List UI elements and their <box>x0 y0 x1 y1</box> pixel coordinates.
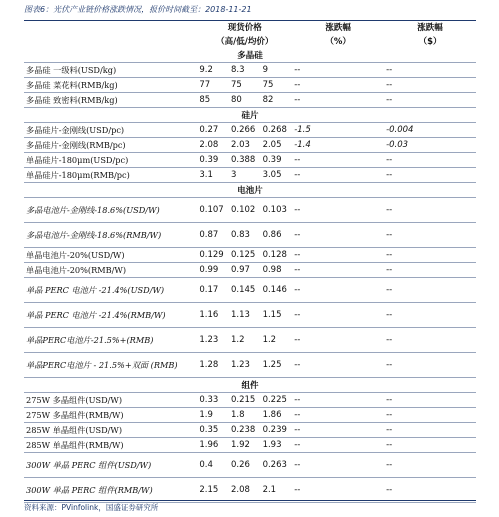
section-title: 硅片 <box>24 108 476 123</box>
price-avg-cell: 2.1 <box>261 478 293 503</box>
price-high-cell: 0.107 <box>197 198 229 223</box>
price-avg-cell: 0.225 <box>261 393 293 408</box>
price-avg-cell: 0.98 <box>261 263 293 278</box>
product-name-cell: 多晶硅片-金刚线(RMB/pc) <box>24 138 197 153</box>
price-high-cell: 1.23 <box>197 328 229 353</box>
table-row <box>24 278 476 303</box>
change-pct-cell: -- <box>292 248 384 263</box>
price-high-cell: 0.87 <box>197 223 229 248</box>
header-chg-pct: 涨跌幅 <box>325 23 351 33</box>
product-name-cell: 多晶硅 菜花料(RMB/kg) <box>24 78 197 93</box>
price-avg-cell: 2.05 <box>261 138 293 153</box>
change-pct-cell: -- <box>292 408 384 423</box>
header-sub-blank <box>24 34 197 48</box>
price-avg-cell: 82 <box>261 93 293 108</box>
price-avg-cell: 1.86 <box>261 408 293 423</box>
product-name-cell: 单晶PERC电池片-21.5%+(RMB) <box>24 328 197 353</box>
change-usd-cell: -- <box>384 153 476 168</box>
change-usd-cell: -- <box>384 328 476 353</box>
price-low-cell: 1.13 <box>229 303 261 328</box>
price-avg-cell: 0.146 <box>261 278 293 303</box>
product-name-cell: 单晶 PERC 电池片 -21.4%(RMB/W) <box>24 303 197 328</box>
price-low-cell: 1.23 <box>229 353 261 378</box>
price-table <box>24 20 476 503</box>
price-high-cell: 1.16 <box>197 303 229 328</box>
header-sub-row <box>24 34 476 48</box>
product-name-cell: 单晶电池片-20%(RMB/W) <box>24 263 197 278</box>
product-name-cell: 275W 多晶组件(RMB/W) <box>24 408 197 423</box>
price-avg-cell: 0.103 <box>261 198 293 223</box>
product-name-cell: 多晶硅片-金刚线(USD/pc) <box>24 123 197 138</box>
header-chg-usd-unit: （$） <box>418 37 442 47</box>
price-avg-cell: 0.86 <box>261 223 293 248</box>
price-low-cell: 0.102 <box>229 198 261 223</box>
price-high-cell: 0.4 <box>197 453 229 478</box>
price-avg-cell: 0.239 <box>261 423 293 438</box>
price-low-cell: 0.145 <box>229 278 261 303</box>
header-chg-usd: 涨跌幅 <box>417 23 443 33</box>
price-high-cell: 0.99 <box>197 263 229 278</box>
change-usd-cell: -- <box>384 438 476 453</box>
change-usd-cell: -- <box>384 278 476 303</box>
price-low-cell: 8.3 <box>229 63 261 78</box>
price-high-cell: 0.35 <box>197 423 229 438</box>
change-pct-cell: -1.4 <box>292 138 384 153</box>
change-usd-cell: -0.03 <box>384 138 476 153</box>
table-row <box>24 78 476 93</box>
product-name-cell: 单晶硅片-180μm(RMB/pc) <box>24 168 197 183</box>
section-header-row <box>24 378 476 393</box>
change-usd-cell: -- <box>384 248 476 263</box>
change-pct-cell: -- <box>292 223 384 248</box>
price-high-cell: 0.27 <box>197 123 229 138</box>
price-low-cell: 0.266 <box>229 123 261 138</box>
price-low-cell: 1.2 <box>229 328 261 353</box>
change-pct-cell: -- <box>292 168 384 183</box>
table-row <box>24 353 476 378</box>
change-pct-cell: -- <box>292 453 384 478</box>
product-name-cell: 300W 单晶 PERC 组件(USD/W) <box>24 453 197 478</box>
table-row <box>24 223 476 248</box>
price-high-cell: 0.129 <box>197 248 229 263</box>
change-usd-cell: -- <box>384 93 476 108</box>
price-low-cell: 75 <box>229 78 261 93</box>
change-usd-cell: -- <box>384 423 476 438</box>
change-usd-cell: -0.004 <box>384 123 476 138</box>
change-usd-cell: -- <box>384 408 476 423</box>
section-header-row <box>24 183 476 198</box>
product-name-cell: 285W 单晶组件(USD/W) <box>24 423 197 438</box>
table-row <box>24 263 476 278</box>
change-pct-cell: -- <box>292 303 384 328</box>
price-low-cell: 2.03 <box>229 138 261 153</box>
change-pct-cell: -- <box>292 328 384 353</box>
table-row <box>24 393 476 408</box>
section-header-row <box>24 108 476 123</box>
change-pct-cell: -1.5 <box>292 123 384 138</box>
change-usd-cell: -- <box>384 303 476 328</box>
change-pct-cell: -- <box>292 393 384 408</box>
price-avg-cell: 0.263 <box>261 453 293 478</box>
change-pct-cell: -- <box>292 263 384 278</box>
change-pct-cell: -- <box>292 93 384 108</box>
table-row <box>24 423 476 438</box>
price-avg-cell: 9 <box>261 63 293 78</box>
source-note: 资料来源：PVinfolink，国盛证券研究所 <box>24 503 159 512</box>
product-name-cell: 多晶电池片-金刚线-18.6%(RMB/W) <box>24 223 197 248</box>
product-name-cell: 单晶电池片-20%(USD/W) <box>24 248 197 263</box>
header-price: 现货价格 <box>227 23 262 33</box>
price-high-cell: 0.33 <box>197 393 229 408</box>
price-high-cell: 3.1 <box>197 168 229 183</box>
section-title: 多晶硅 <box>24 48 476 63</box>
table-row <box>24 438 476 453</box>
table-row <box>24 328 476 353</box>
price-avg-cell: 0.268 <box>261 123 293 138</box>
price-low-cell: 0.26 <box>229 453 261 478</box>
section-header-row <box>24 48 476 63</box>
price-high-cell: 77 <box>197 78 229 93</box>
table-row <box>24 303 476 328</box>
table-row <box>24 138 476 153</box>
change-pct-cell: -- <box>292 478 384 503</box>
header-price-sub: （高/低/均价） <box>216 37 274 47</box>
table-bottom-rule <box>24 500 476 501</box>
price-low-cell: 0.215 <box>229 393 261 408</box>
table-row <box>24 478 476 503</box>
price-avg-cell: 1.15 <box>261 303 293 328</box>
table-row <box>24 123 476 138</box>
product-name-cell: 275W 多晶组件(USD/W) <box>24 393 197 408</box>
change-usd-cell: -- <box>384 393 476 408</box>
price-low-cell: 0.238 <box>229 423 261 438</box>
price-low-cell: 3 <box>229 168 261 183</box>
header-row <box>24 20 476 34</box>
price-high-cell: 1.9 <box>197 408 229 423</box>
price-low-cell: 0.125 <box>229 248 261 263</box>
figure-caption: 图表6：光伏产业链价格涨跌情况，报价时间截至：2018-11-21 <box>24 5 252 14</box>
price-avg-cell: 0.128 <box>261 248 293 263</box>
product-name-cell: 单晶PERC电池片 - 21.5%+双面 (RMB) <box>24 353 197 378</box>
product-name-cell: 单晶 PERC 电池片 -21.4%(USD/W) <box>24 278 197 303</box>
price-avg-cell: 3.05 <box>261 168 293 183</box>
price-low-cell: 0.388 <box>229 153 261 168</box>
price-low-cell: 2.08 <box>229 478 261 503</box>
header-chg-pct-unit: （%） <box>325 37 351 47</box>
change-usd-cell: -- <box>384 63 476 78</box>
change-usd-cell: -- <box>384 223 476 248</box>
table-row <box>24 153 476 168</box>
change-pct-cell: -- <box>292 153 384 168</box>
price-high-cell: 1.96 <box>197 438 229 453</box>
price-avg-cell: 1.2 <box>261 328 293 353</box>
change-usd-cell: -- <box>384 353 476 378</box>
product-name-cell: 单晶硅片-180μm(USD/pc) <box>24 153 197 168</box>
price-table-wrapper <box>24 20 476 503</box>
table-row <box>24 453 476 478</box>
table-row <box>24 93 476 108</box>
price-low-cell: 0.83 <box>229 223 261 248</box>
change-usd-cell: -- <box>384 453 476 478</box>
change-pct-cell: -- <box>292 78 384 93</box>
product-name-cell: 多晶电池片-金刚线-18.6%(USD/W) <box>24 198 197 223</box>
section-title: 组件 <box>24 378 476 393</box>
price-high-cell: 2.08 <box>197 138 229 153</box>
product-name-cell: 300W 单晶 PERC 组件(RMB/W) <box>24 478 197 503</box>
table-row <box>24 408 476 423</box>
price-high-cell: 2.15 <box>197 478 229 503</box>
change-usd-cell: -- <box>384 168 476 183</box>
price-avg-cell: 0.39 <box>261 153 293 168</box>
price-high-cell: 1.28 <box>197 353 229 378</box>
change-usd-cell: -- <box>384 198 476 223</box>
price-avg-cell: 1.25 <box>261 353 293 378</box>
change-usd-cell: -- <box>384 78 476 93</box>
price-avg-cell: 75 <box>261 78 293 93</box>
change-usd-cell: -- <box>384 263 476 278</box>
product-name-cell: 多晶硅 致密料(RMB/kg) <box>24 93 197 108</box>
price-high-cell: 85 <box>197 93 229 108</box>
product-name-cell: 多晶硅 一级料(USD/kg) <box>24 63 197 78</box>
price-low-cell: 1.8 <box>229 408 261 423</box>
change-pct-cell: -- <box>292 278 384 303</box>
table-row <box>24 198 476 223</box>
price-high-cell: 0.39 <box>197 153 229 168</box>
price-low-cell: 1.92 <box>229 438 261 453</box>
section-title: 电池片 <box>24 183 476 198</box>
price-low-cell: 0.97 <box>229 263 261 278</box>
change-usd-cell: -- <box>384 478 476 503</box>
header-blank <box>24 20 197 34</box>
price-high-cell: 9.2 <box>197 63 229 78</box>
product-name-cell: 285W 单晶组件(RMB/W) <box>24 438 197 453</box>
table-row <box>24 63 476 78</box>
price-avg-cell: 1.93 <box>261 438 293 453</box>
table-row <box>24 248 476 263</box>
price-high-cell: 0.17 <box>197 278 229 303</box>
change-pct-cell: -- <box>292 438 384 453</box>
table-top-rule <box>24 20 476 21</box>
price-low-cell: 80 <box>229 93 261 108</box>
change-pct-cell: -- <box>292 423 384 438</box>
table-row <box>24 168 476 183</box>
change-pct-cell: -- <box>292 63 384 78</box>
change-pct-cell: -- <box>292 198 384 223</box>
change-pct-cell: -- <box>292 353 384 378</box>
